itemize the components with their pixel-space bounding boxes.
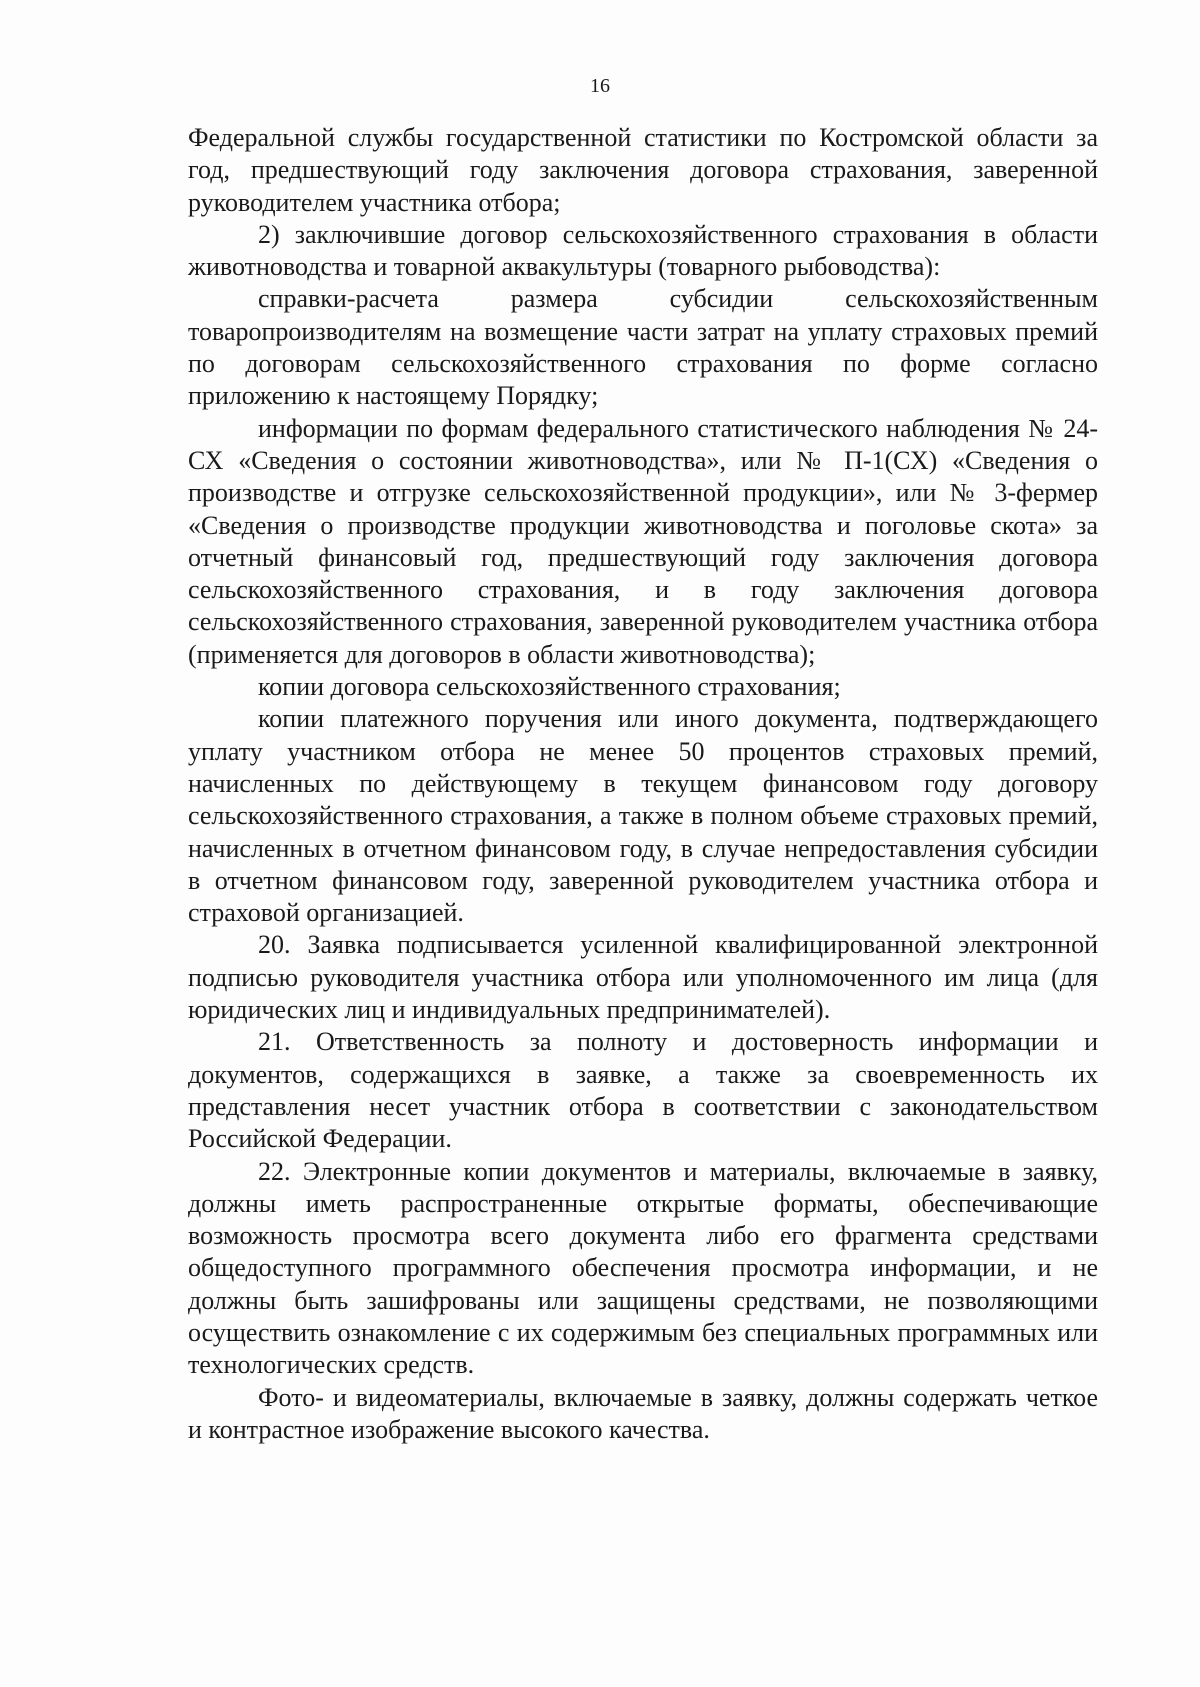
paragraph: 20. Заявка подписывается усиленной квалифицированной электронной подписью руководителя участника отбора или уполномоченного им лица (для юридических лиц и индивидуальных предпринимателей). <box>188 930 1098 1025</box>
paragraph: копии договора сельскохозяйственного страхования; <box>258 672 841 702</box>
paragraph: 22. Электронные копии документов и материалы, включаемые в заявку, должны иметь распространенные открытые форматы, обеспечивающие возможность просмотра всего документа либо его фрагмента средствами общедоступного программного обеспечения просмотра информации, и не должны быть зашифрованы или защищены средствами, не позволяющими осуществить ознакомление с их содержимым без специальных программных или технологических средств. <box>188 1156 1098 1380</box>
paragraph: Федеральной службы государственной статистики по Костромской области за год, предшествующий году заключения договора страхования, заверенной руководителем участника отбора; <box>188 123 1098 217</box>
paragraph: информации по формам федерального статистического наблюдения № 24-СХ «Сведения о состоянии животноводства», или № П-1(СХ) «Сведения о производстве и отгрузке сельскохозяйственной продукции», или № 3-фермер «Сведения о производстве продукции животноводства и поголовье скота» за отчетный финансовый год, предшествующий году заключения договора сельскохозяйственного страхования, и в году заключения договора сельскохозяйственного страхования, заверенной руководителем участника отбора (применяется для договоров в области животноводства); <box>188 413 1098 669</box>
page-number: 16 <box>590 75 610 97</box>
paragraph: Фото- и видеоматериалы, включаемые в заявку, должны содержать четкое и контрастное изображение высокого качества. <box>188 1382 1098 1444</box>
paragraph: 21. Ответственность за полноту и достоверность информации и документов, содержащихся в заявке, а также за своевременность их представления несет участник отбора в соответствии с законодательством Российской Федерации. <box>188 1027 1098 1154</box>
paragraph: 2) заключившие договор сельскохозяйственного страхования в области животноводства и товарной аквакультуры (товарного рыбоводства): <box>188 219 1098 282</box>
paragraph: копии платежного поручения или иного документа, подтверждающего уплату участником отбора не менее 50 процентов страховых премий, начисленных по действующему в текущем финансовом году договору сельскохозяйственного страхования, а также в полном объеме страховых премий, начисленных в отчетном финансовом году, в случае непредоставления субсидии в отчетном финансовом году, заверенной руководителем участника отбора и страховой организацией. <box>188 704 1098 928</box>
paragraph: справки-расчета размера субсидии сельскохозяйственным товаропроизводителям на возмещение части затрат на уплату страховых премий по договорам сельскохозяйственного страхования по форме согласно приложению к настоящему Порядку; <box>188 284 1098 411</box>
document-body <box>188 122 1098 1446</box>
